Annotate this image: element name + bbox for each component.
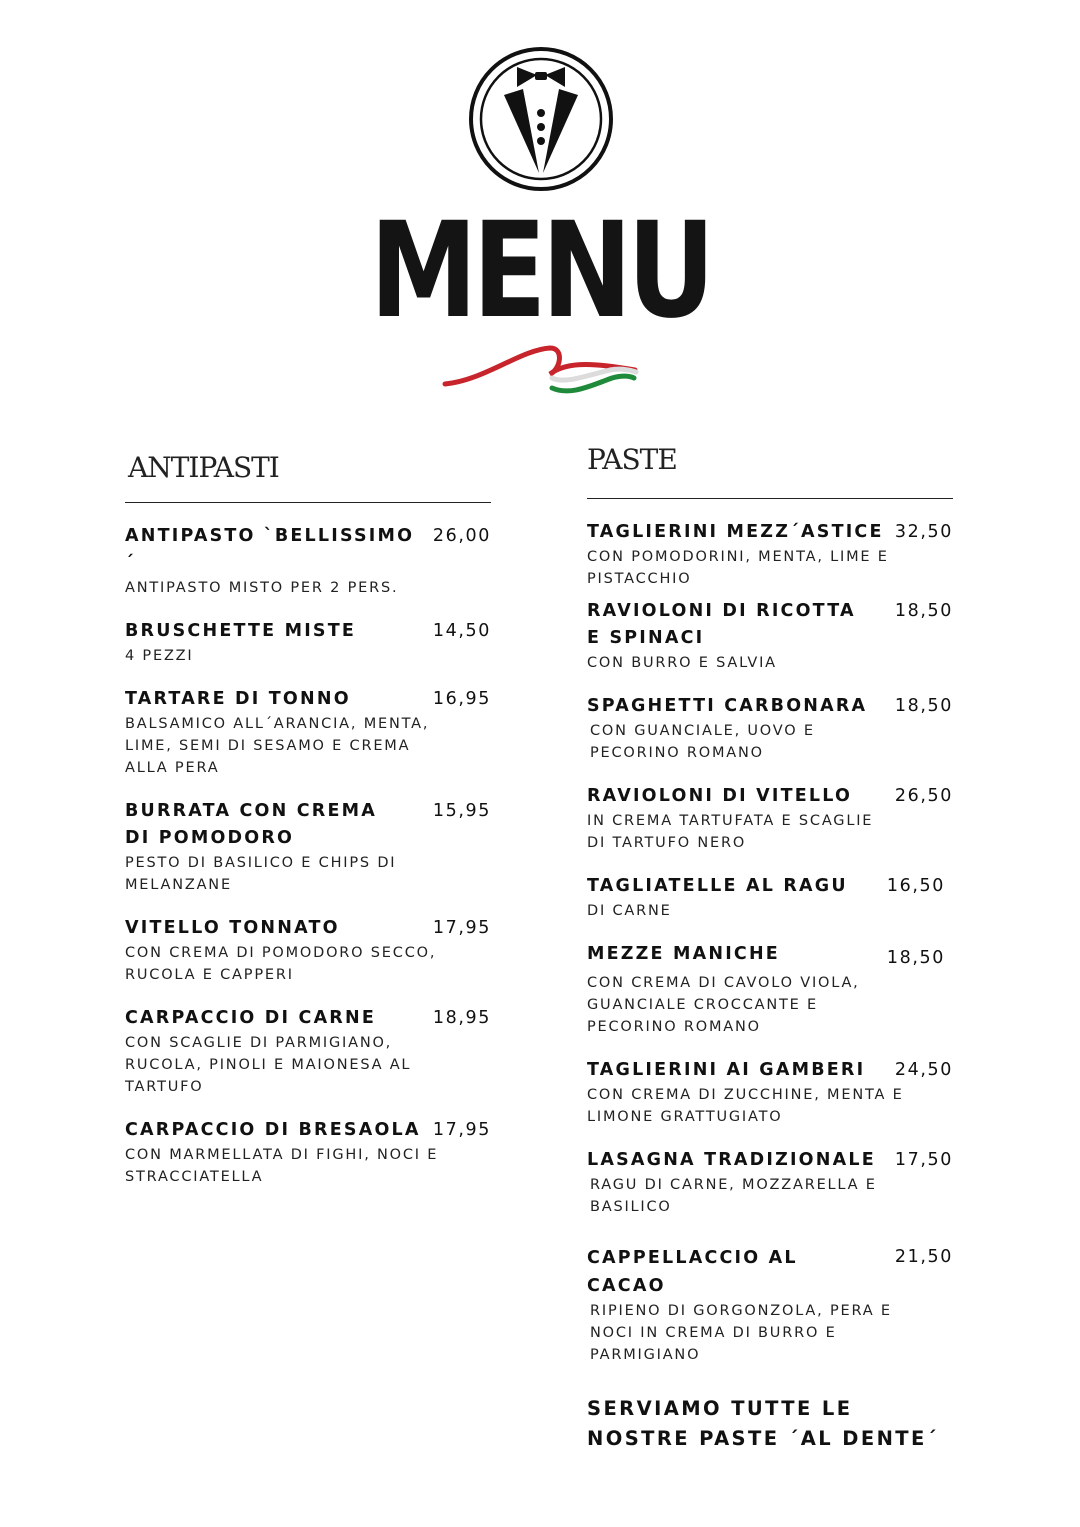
item-description: PESTO DI BASILICO E CHIPS DI MELANZANE [125, 855, 397, 893]
item-price: 18,50 [886, 948, 945, 968]
item-name: TARTARE DI TONNO [125, 689, 351, 709]
item-price: 26,00 [432, 526, 491, 546]
divider [125, 502, 491, 503]
menu-item [125, 1117, 491, 1188]
item-name: RAVIOLONI DI VITELLO [587, 786, 853, 806]
item-name: TAGLIERINI MEZZ´ASTICE [587, 522, 884, 542]
paste-heading: PASTE [587, 443, 677, 476]
item-price: 15,95 [432, 801, 491, 821]
menu-item [125, 798, 491, 896]
item-name: TAGLIATELLE AL RAGU [587, 876, 848, 896]
item-description: RAGU DI CARNE, MOZZARELLA E BASILICO [590, 1177, 877, 1215]
item-name: CARPACCIO DI BRESAOLA [125, 1120, 421, 1140]
item-name: RAVIOLONI DI RICOTTA E SPINACI [587, 601, 856, 648]
menu-item [125, 618, 491, 667]
item-price: 26,50 [894, 786, 953, 806]
menu-title: MENU [369, 194, 711, 348]
item-description: CON CREMA DI POMODORO SECCO, RUCOLA E CAPPERI [125, 945, 437, 983]
item-price: 17,95 [432, 1120, 491, 1140]
menu-item [587, 873, 953, 922]
item-price: 17,95 [432, 918, 491, 938]
menu-item [125, 523, 491, 599]
item-description: CON GUANCIALE, UOVO E PECORINO ROMANO [590, 723, 815, 761]
al-dente-note: SERVIAMO TUTTE LE NOSTRE PASTE ´AL DENTE´ [587, 1397, 939, 1450]
divider [587, 498, 953, 499]
menu-item [587, 941, 953, 1038]
item-price: 18,50 [894, 696, 953, 716]
item-name: BRUSCHETTE MISTE [125, 621, 357, 641]
item-name: CAPPELLACCIO AL CACAO [587, 1248, 798, 1296]
menu-item [125, 686, 491, 779]
item-description: CON CREMA DI CAVOLO VIOLA, GUANCIALE CROCCANTE E PECORINO ROMANO [587, 975, 860, 1035]
item-price: 16,50 [886, 876, 945, 896]
menu-item [125, 915, 491, 986]
item-description: ANTIPASTO MISTO PER 2 PERS. [125, 580, 399, 596]
item-price: 16,95 [432, 689, 491, 709]
item-name: TAGLIERINI AI GAMBERI [587, 1060, 866, 1080]
item-name: CARPACCIO DI CARNE [125, 1008, 376, 1028]
item-name: VITELLO TONNATO [125, 918, 340, 938]
item-description: CON POMODORINI, MENTA, LIME E PISTACCHIO [587, 549, 889, 587]
item-price: 32,50 [894, 522, 953, 542]
item-description: 4 PEZZI [125, 648, 194, 664]
menu-item [587, 693, 953, 764]
italian-flag-ribbon-icon [440, 340, 640, 404]
item-description: RIPIENO DI GORGONZOLA, PERA E NOCI IN CREMA DI BURRO E PARMIGIANO [590, 1303, 892, 1363]
paste-column [587, 440, 953, 1454]
item-description: CON SCAGLIE DI PARMIGIANO, RUCOLA, PINOLI E MAIONESA AL TARTUFO [125, 1035, 412, 1095]
item-price: 18,95 [432, 1008, 491, 1028]
antipasti-heading: ANTIPASTI [128, 451, 279, 484]
menu-item [587, 519, 953, 590]
antipasti-column [125, 440, 491, 1207]
menu-item [125, 1005, 491, 1098]
menu-item [587, 598, 953, 674]
menu-item [587, 1147, 953, 1218]
item-description: BALSAMICO ALL´ARANCIA, MENTA, LIME, SEMI DI SESAMO E CREMA ALLA PERA [125, 716, 430, 776]
item-description: DI CARNE [587, 903, 672, 919]
item-price: 21,50 [894, 1247, 953, 1267]
item-name: SPAGHETTI CARBONARA [587, 696, 868, 716]
item-name: MEZZE MANICHE [587, 944, 780, 964]
menu-item [587, 1244, 953, 1366]
item-price: 17,50 [894, 1150, 953, 1170]
menu-item [587, 783, 953, 854]
item-price: 18,50 [894, 601, 953, 621]
item-name: LASAGNA TRADIZIONALE [587, 1150, 876, 1170]
item-description: IN CREMA TARTUFATA E SCAGLIE DI TARTUFO NERO [587, 813, 874, 851]
tuxedo-logo-icon [467, 45, 615, 193]
item-description: CON MARMELLATA DI FIGHI, NOCI E STRACCIATELLA [125, 1147, 439, 1185]
menu-item [587, 1057, 953, 1128]
item-name: BURRATA CON CREMA DI POMODORO [125, 801, 377, 848]
item-name: ANTIPASTO `BELLISSIMO´ [125, 526, 415, 573]
item-description: CON BURRO E SALVIA [587, 655, 777, 671]
item-price: 24,50 [894, 1060, 953, 1080]
item-description: CON CREMA DI ZUCCHINE, MENTA E LIMONE GRATTUGIATO [587, 1087, 904, 1125]
item-price: 14,50 [432, 621, 491, 641]
